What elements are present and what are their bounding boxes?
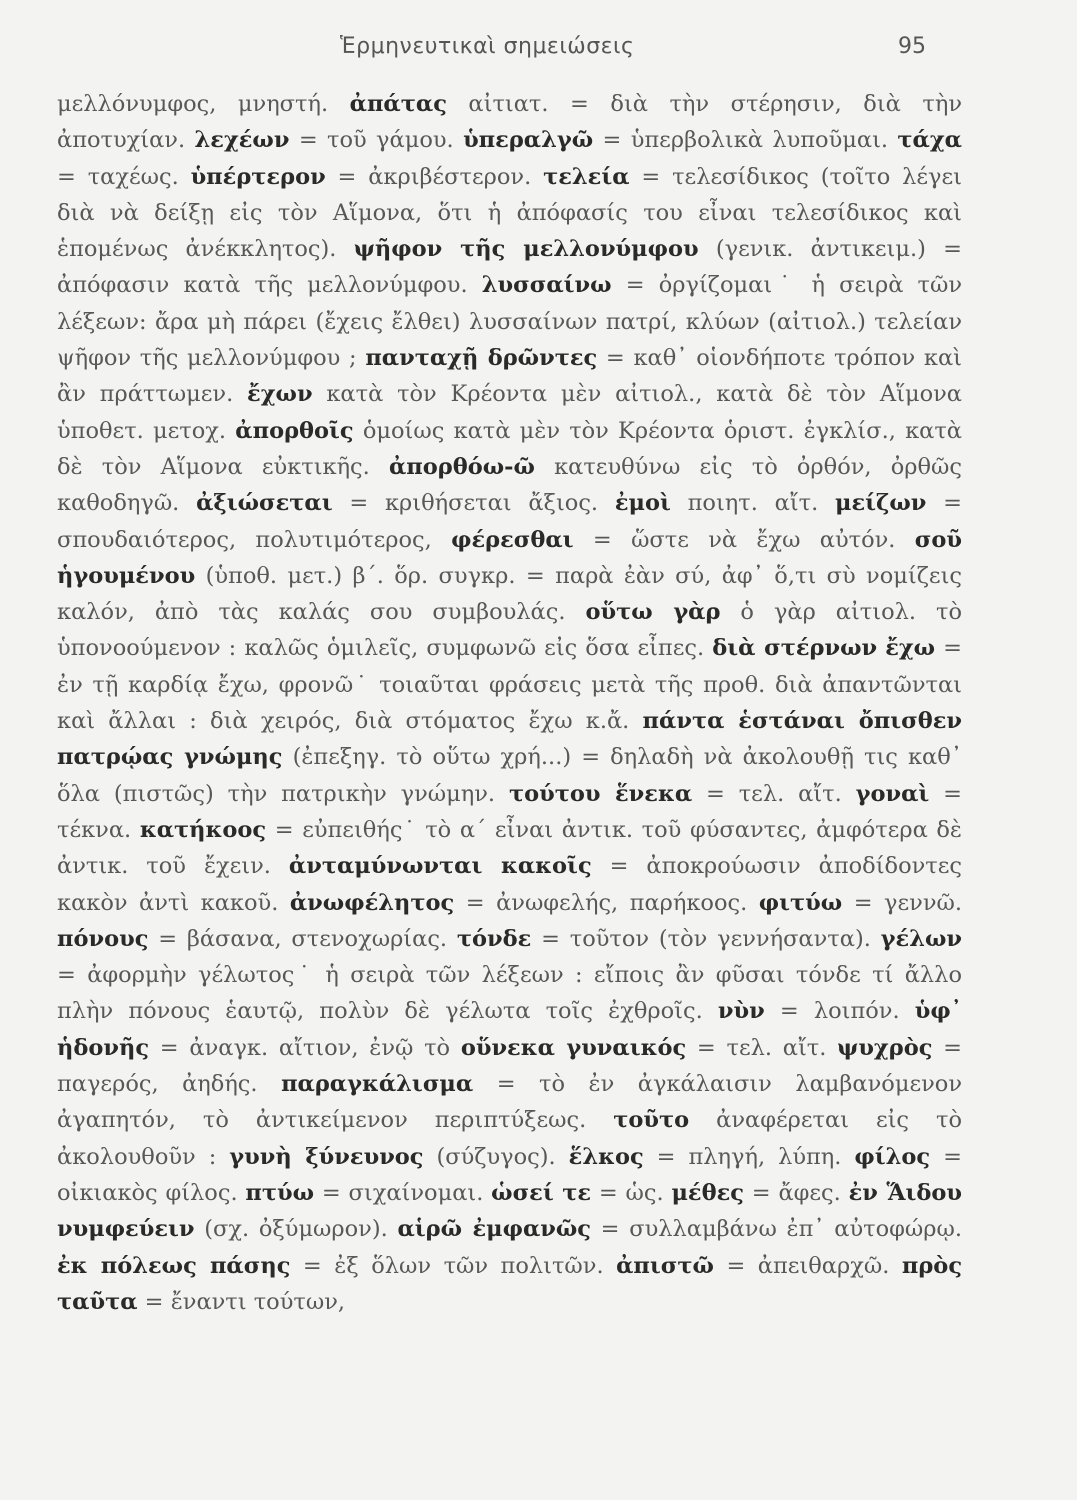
- gloss-text: κατὰ τὸν Κρέοντα μὲν αἰτιολ., κατὰ δὲ τὸν Αἵμονα ὑποθετ. μετοχ.: [57, 381, 962, 444]
- lemma-term: ἐμοὶ: [614, 490, 671, 517]
- page-number: 95: [898, 34, 926, 59]
- lemma-term: πανταχῇ δρῶντες: [365, 345, 598, 372]
- gloss-text: ποιητ. αἴτ.: [670, 490, 835, 517]
- gloss-text: = γεννῶ.: [842, 889, 962, 916]
- gloss-text: = τέκνα.: [57, 780, 962, 843]
- lemma-term: ἐν Ἅιδου νυμφεύειν: [57, 1179, 963, 1243]
- gloss-text: = ἔναντι τούτων,: [137, 1288, 346, 1315]
- gloss-text: = τελεσίδικος (τοῖτο λέγει διὰ νὰ δείξῃ εἰς τὸν Αἵμονα, ὅτι ἡ ἀπόφασίς του εἶναι τελεσίδικος καὶ ἑπομένως ἀνέκκλητος).: [57, 163, 962, 263]
- lemma-term: ὡσεί τε: [491, 1179, 592, 1206]
- lemma-term: ψῆφον τῆς μελλονύμφου: [353, 236, 699, 263]
- gloss-text: = ὥστε νὰ ἔχω αὐτόν.: [573, 526, 915, 553]
- lemma-term: τούτου ἕνεκα: [508, 780, 693, 807]
- gloss-text: = πληγή, λύπη.: [643, 1143, 855, 1170]
- gloss-text: = τοῦτον (τὸν γεννήσαντα).: [531, 925, 881, 952]
- gloss-text: = τὸ ἐν ἀγκάλαισιν λαμβανόμενον ἀγαπητόν, τὸ ἀντικείμενον περιπτύξεως.: [57, 1071, 962, 1134]
- lemma-term: ἀπάτας: [349, 91, 447, 117]
- gloss-text: αἰτιατ. = διὰ τὴν στέρησιν, διὰ τὴν ἀποτυχίαν.: [57, 91, 962, 154]
- lemma-term: πόνους: [57, 925, 149, 952]
- lemma-term: ἔχω: [885, 635, 936, 662]
- lemma-term: τάχα: [897, 127, 962, 154]
- gloss-text: = ἀναγκ. αἴτιον, ἐνῷ τὸ: [149, 1034, 461, 1061]
- lemma-term: ἔχων: [247, 381, 313, 408]
- lemma-term: ἀπορθόω-ῶ: [388, 453, 535, 480]
- lemma-term: τόνδε: [456, 925, 532, 952]
- gloss-text: = ἀποκρούωσιν ἀποδίδοντες κακὸν ἀντὶ κακοῦ.: [57, 853, 962, 916]
- gloss-text: = τοῦ γάμου.: [289, 127, 464, 154]
- lemma-term: γυνὴ ξύνευνος: [229, 1143, 424, 1170]
- lemma-term: ἀνωφέλητος: [289, 889, 455, 916]
- gloss-text: (ὑποθ. μετ.) β΄. ὅρ. συγκρ. = παρὰ ἐὰν σύ, ἀφ᾿ ὅ,τι σὺ νομίζεις καλόν, ἀπὸ τὰς καλάς σου συμβουλάς.: [57, 562, 962, 626]
- lemma-term: διὰ στέρνων: [712, 635, 878, 662]
- lemma-term: πρὸς ταῦτα: [57, 1252, 963, 1315]
- gloss-text: = ταχέως.: [57, 163, 191, 190]
- gloss-text: = λοιπόν.: [764, 998, 915, 1025]
- lemma-term: ἐκ πόλεως πάσης: [57, 1252, 291, 1279]
- lemma-term: ὑπεραλγῶ: [463, 127, 594, 154]
- running-head: [0, 34, 1077, 64]
- gloss-text: = εὐπειθής˙ τὸ α΄ εἶναι ἀντικ. τοῦ φύσαντες, ἀμφότερα δὲ ἀντικ. τοῦ ἔχειν.: [57, 816, 963, 880]
- lemma-term: παραγκάλισμα: [281, 1071, 474, 1098]
- gloss-text: = ἐν τῇ καρδίᾳ ἔχω, φρονῶ˙ τοιαῦται φράσεις μετὰ τῆς προθ. διὰ ἀπαντῶνται καὶ ἄλλαι : διὰ χειρός, διὰ στόματος ἔχω κ.ἄ.: [57, 635, 962, 735]
- lemma-term: κατήκοος: [139, 816, 267, 843]
- gloss-text: (σύζυγος).: [423, 1143, 569, 1170]
- lemma-term: ὑφ᾿ ἡδονῆς: [57, 998, 962, 1061]
- gloss-text: = σιχαίνομαι.: [314, 1179, 492, 1206]
- lemma-term: λυσσαίνω: [481, 272, 612, 299]
- lemma-term: οὕνεκα γυναικός: [460, 1034, 687, 1061]
- gloss-text: ὁμοίως κατὰ μὲν τὸν Κρέοντα ὁριστ. ἐγκλίσ., κατὰ δὲ τὸν Αἵμονα εὐκτικῆς.: [57, 417, 962, 480]
- gloss-text: = κριθήσεται ἄξιος.: [332, 490, 615, 517]
- lemma-term: ψυχρὸς: [837, 1034, 933, 1061]
- lemma-term: φέρεσθαι: [451, 526, 574, 553]
- commentary-text: [57, 86, 962, 1320]
- gloss-text: = ἀφορμὴν γέλωτος˙ ἡ σειρὰ τῶν λέξεων : εἴποις ἂν φῦσαι τόνδε τί ἄλλο πλὴν πόνους ἑαυτῷ, πολὺν δὲ γέλωτα τοῖς ἐχθροῖς.: [57, 962, 962, 1025]
- lemma-term: πτύω: [245, 1179, 315, 1206]
- gloss-text: = οἰκιακὸς φίλος.: [57, 1143, 962, 1206]
- gloss-text: μελλόνυμφος, μνηστή.: [57, 91, 350, 117]
- lemma-term: τοῦτο: [613, 1107, 690, 1134]
- lemma-term: φίλος: [854, 1143, 931, 1170]
- gloss-text: [877, 635, 885, 661]
- gloss-text: = ἀπειθαρχῶ.: [713, 1252, 902, 1279]
- gloss-text: = ὀργίζομαι˙ ἡ σειρὰ τῶν λέξεων: ἄρα μὴ πάρει (ἔχεις ἔλθει) λυσσαίνων πατρί, κλύων (αἰτιολ.) τελείαν ψῆφον τῆς μελλονύμφου ;: [57, 272, 963, 372]
- gloss-text: = ἄφες.: [743, 1179, 849, 1206]
- lemma-term: γοναὶ: [855, 780, 930, 807]
- gloss-text: (γενικ. ἀντικειμ.) = ἀπόφασιν κατὰ τῆς μελλονύμφου.: [57, 236, 962, 299]
- lemma-term: μέθες: [671, 1179, 744, 1206]
- lemma-term: γέλων: [880, 925, 963, 952]
- gloss-text: = ὑπερβολικὰ λυποῦμαι.: [593, 127, 898, 154]
- gloss-text: ἀναφέρεται εἰς τὸ ἀκολουθοῦν :: [57, 1107, 963, 1170]
- gloss-text: (ἐπεξηγ. τὸ οὕτω χρή...) = δηλαδὴ νὰ ἀκολουθῇ τις καθ᾿ ὅλα (πιστῶς) τὴν πατρικὴν γνώμην.: [57, 744, 962, 807]
- lemma-term: ἀνταμύνωνται κακοῖς: [288, 853, 592, 880]
- lemma-term: πάντα ἑστάναι ὄπισθεν πατρῴας γνώμης: [57, 708, 962, 771]
- lemma-term: ἀπιστῶ: [616, 1252, 714, 1279]
- gloss-text: = συλλαμβάνω ἐπ᾿ αὐτοφώρῳ.: [591, 1216, 962, 1243]
- gloss-text: = ἀκριβέστερον.: [325, 163, 544, 190]
- gloss-text: = καθ᾿ οἱονδήποτε τρόπον καὶ ἂν πράττωμεν.: [57, 345, 962, 408]
- lemma-term: ἀπορθοῖς: [235, 417, 354, 444]
- gloss-text: κατευθύνω εἰς τὸ ὀρθόν, ὀρθῶς καθοδηγῶ.: [57, 453, 962, 517]
- gloss-text: = ἐξ ὅλων τῶν πολιτῶν.: [290, 1252, 617, 1279]
- gloss-text: ὁ γὰρ αἰτιολ. τὸ ὑπονοούμενον : καλῶς ὁμιλεῖς, συμφωνῶ εἰς ὅσα εἶπες.: [57, 599, 962, 662]
- lemma-term: ἀξιώσεται: [196, 490, 333, 517]
- gloss-text: = τελ. αἴτ.: [692, 780, 856, 807]
- gloss-text: (σχ. ὀξύμωρον).: [194, 1216, 398, 1243]
- gloss-text: = παγερός, ἀηδής.: [57, 1034, 962, 1098]
- lemma-term: λεχέων: [194, 127, 290, 154]
- lemma-term: φιτύω: [758, 889, 843, 916]
- gloss-text: = σπουδαιότερος, πολυτιμότερος,: [57, 490, 962, 553]
- lemma-term: νὺν: [717, 998, 765, 1025]
- lemma-term: τελεία: [543, 163, 630, 190]
- lemma-term: σοῦ ἡγουμένου: [57, 526, 962, 589]
- gloss-text: = ὡς.: [591, 1179, 672, 1206]
- lemma-term: ἕλκος: [568, 1143, 644, 1170]
- lemma-term: οὕτω γὰρ: [585, 599, 721, 626]
- gloss-text: = βάσανα, στενοχωρίας.: [148, 925, 457, 952]
- lemma-term: αἱρῶ ἐμφανῶς: [397, 1216, 591, 1243]
- lemma-term: μείζων: [834, 490, 927, 517]
- lemma-term: ὑπέρτερον: [190, 163, 326, 190]
- gloss-text: = τελ. αἴτ.: [686, 1034, 838, 1061]
- running-title: Ἑρμηνευτικαὶ σημειώσεις: [340, 34, 635, 59]
- gloss-text: = ἀνωφελής, παρήκοος.: [454, 889, 759, 916]
